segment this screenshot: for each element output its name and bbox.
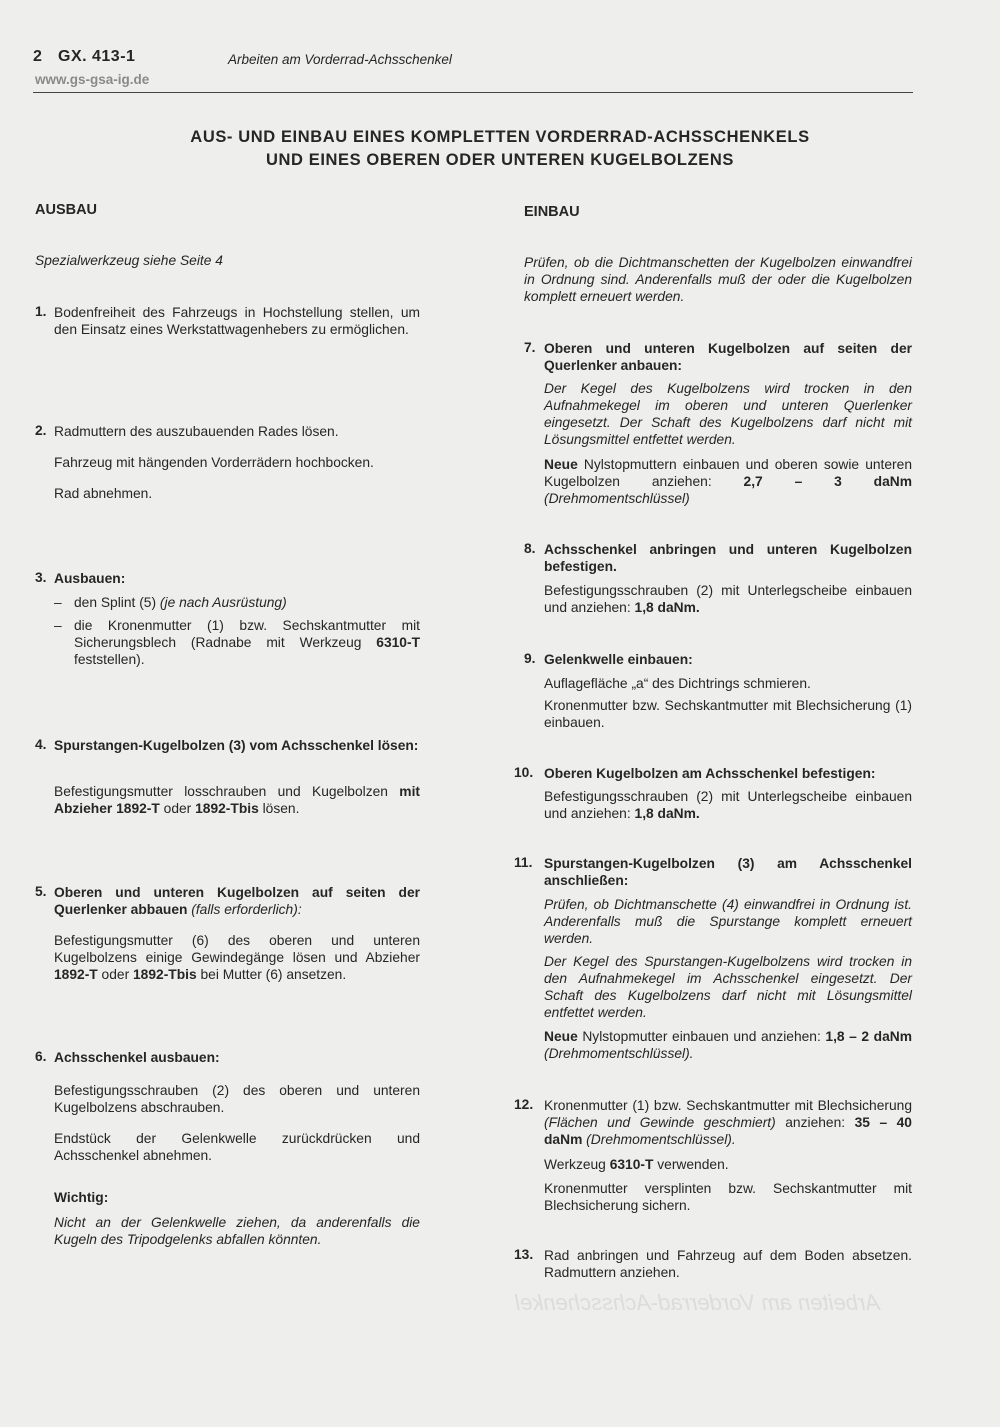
step-9-number: 9. (524, 651, 536, 666)
step-11-tool-note: (Drehmomentschlüssel). (544, 1046, 694, 1061)
step-12-para-2-b: verwenden. (653, 1157, 729, 1172)
step-7-text-a: Nylstopmuttern einbauen und oberen sowie unteren Kugelbolzen anziehen: (544, 457, 912, 489)
einbau-intro: Prüfen, ob die Dichtmanschetten der Kugelbolzen einwandfrei in Ordnung sind. Anderenfalls muß der oder die Kugelbolzen komplett erneuert werden. (524, 255, 912, 304)
step-13-number: 13. (514, 1247, 534, 1262)
step-4-tool-b: 1892-Tbis (195, 801, 259, 816)
step-5-heading-note: (falls erforderlich): (187, 902, 302, 917)
step-12-text-b: anziehen: (775, 1115, 855, 1130)
step-5-text-e: bei Mutter (6) ansetzen. (196, 967, 347, 982)
step-4-text-c: oder (159, 801, 196, 816)
bleed-through-text: Arbeiten am Vorderrad-Achsschenkel (515, 1290, 880, 1315)
step-3-bullet-1 (74, 594, 420, 611)
step-4-tool-a: mit Abzieher 1892-T (54, 784, 420, 816)
step-5-text-c: oder (97, 967, 133, 982)
step-11-torque: 1,8 – 2 daNm (825, 1029, 913, 1044)
tool-note: Spezialwerkzeug siehe Seite 4 (35, 253, 223, 268)
step-4-number: 4. (35, 737, 47, 752)
step-9-para-1: Auflagefläche „a“ des Dichtrings schmieren. (544, 676, 811, 691)
step-4-text-e: lösen. (258, 801, 300, 816)
page-title-line2: UND EINES OBEREN ODER UNTEREN KUGELBOLZENS (266, 151, 734, 169)
step-11-heading: Spurstangen-Kugelbolzen (3) am Achsschenkel anschließen: (544, 856, 912, 888)
step-6-para-1: Befestigungsschrauben (2) des oberen und unteren Kugelbolzens abschrauben. (54, 1083, 420, 1115)
step-3-bullet-1-text: den Splint (5) (74, 595, 160, 610)
step-9-para-2: Kronenmutter bzw. Sechskantmutter mit Blechsicherung (1) einbauen. (544, 698, 912, 730)
step-12-para-2 (544, 1156, 912, 1173)
step-12-tool: 6310-T (609, 1157, 654, 1172)
step-1-text: Bodenfreiheit des Fahrzeugs in Hochstellung stellen, um den Einsatz eines Werkstattwagenhebers zu ermöglichen. (54, 305, 420, 337)
step-5-text (54, 932, 420, 983)
step-6-para-2: Endstück der Gelenkwelle zurückdrücken und Achsschenkel abnehmen. (54, 1131, 420, 1163)
step-12-note: (Flächen und Gewinde geschmiert) (544, 1115, 776, 1130)
page-title-line1: AUS- UND EINBAU EINES KOMPLETTEN VORDERRAD-ACHSSCHENKELS (190, 128, 810, 146)
step-3-bullet-1-dash: – (54, 595, 62, 610)
important-note: Nicht an der Gelenkwelle ziehen, da anderenfalls die Kugeln des Tripodgelenks abfallen könnten. (54, 1215, 420, 1247)
step-7-torque: 2,7 – 3 daNm (743, 474, 913, 489)
step-3-heading: Ausbauen: (54, 571, 126, 586)
step-5-text-a: Befestigungsmutter (6) des oberen und unteren Kugelbolzens einige Gewindegänge lösen und Abzieher (54, 933, 420, 965)
step-10-text-a: Befestigungsschrauben (2) mit Unterlegscheibe einbauen und anziehen: (544, 789, 912, 821)
step-4-heading: Spurstangen-Kugelbolzen (3) vom Achsschenkel lösen: (54, 738, 419, 753)
step-12-torque: 35 – 40 daNm (544, 1115, 912, 1147)
step-2-text: Radmuttern des auszubauenden Rades lösen. (54, 424, 339, 439)
step-4-text-a: Befestigungsmutter losschrauben und Kugelbolzen (54, 784, 400, 799)
step-12-para-3: Kronenmutter versplinten bzw. Sechskantmutter mit Blechsicherung sichern. (544, 1181, 912, 1213)
step-11-text (544, 1028, 912, 1062)
step-11-neue: Neue (544, 1029, 578, 1044)
step-11-text-a: Nylstopmutter einbauen und anziehen: (577, 1029, 826, 1044)
step-11-note-2: Der Kegel des Spurstangen-Kugelbolzens wird trocken in den Aufnahmekegel im Achsschenkel eingesetzt. Der Schaft des Kugelbolzens darf nicht mit Lösungsmittel entfettet werden. (544, 954, 912, 1020)
ausbau-heading: AUSBAU (35, 202, 98, 218)
step-3-number: 3. (35, 570, 47, 585)
page-number: 2 (33, 48, 42, 65)
step-5-heading-text: Oberen und unteren Kugelbolzen auf seiten der Querlenker abbauen (54, 885, 420, 917)
step-5-tool-b: 1892-Tbis (133, 967, 197, 982)
step-9-heading: Gelenkwelle einbauen: (544, 652, 693, 667)
step-3-bullet-2-dash: – (54, 618, 62, 633)
step-3-bullet-1-note: (je nach Ausrüstung) (159, 595, 287, 610)
tool-6310t: 6310-T (376, 635, 420, 650)
document-code: GX. 413-1 (58, 48, 136, 65)
step-3-bullet-2-text-a: die Kronenmutter (1) bzw. Sechskantmutter mit Sicherungsblech (Radnabe mit Werkzeug (74, 618, 420, 650)
step-5-tool-a: 1892-T (54, 967, 98, 982)
step-12-tool-note: (Drehmomentschlüssel). (582, 1132, 736, 1147)
step-3-bullet-2-text-b: feststellen). (74, 652, 145, 667)
header-divider (33, 92, 913, 93)
step-8-text-a: Befestigungsschrauben (2) mit Unterlegscheibe einbauen und anziehen: (544, 583, 912, 615)
step-7-tool-note: (Drehmomentschlüssel) (544, 491, 690, 506)
step-7-number: 7. (524, 340, 536, 355)
step-12-text (544, 1097, 912, 1148)
step-13-text: Rad anbringen und Fahrzeug auf dem Boden absetzen. Radmuttern anziehen. (544, 1248, 912, 1280)
step-8-heading: Achsschenkel anbringen und unteren Kugelbolzen befestigen. (544, 542, 912, 574)
step-11-number: 11. (514, 855, 533, 870)
step-1-number: 1. (35, 304, 47, 319)
step-8-text (544, 582, 912, 616)
step-6-heading: Achsschenkel ausbauen: (54, 1050, 220, 1065)
section-title: Arbeiten am Vorderrad-Achsschenkel (228, 52, 452, 67)
step-12-para-2-a: Werkzeug (544, 1157, 610, 1172)
step-7-text (544, 456, 912, 507)
step-2-number: 2. (35, 423, 47, 438)
step-7-neue: Neue (544, 457, 578, 472)
step-8-torque: 1,8 daNm. (634, 600, 700, 615)
einbau-heading: EINBAU (524, 204, 580, 220)
step-7-heading: Oberen und unteren Kugelbolzen auf seiten der Querlenker anbauen: (544, 341, 912, 373)
step-2-para-3: Rad abnehmen. (54, 486, 153, 501)
step-11-note-1: Prüfen, ob Dichtmanschette (4) einwandfrei in Ordnung ist. Anderenfalls muß die Spurstange komplett erneuert werden. (544, 897, 912, 946)
step-5-heading (54, 884, 420, 918)
step-2-para-2: Fahrzeug mit hängenden Vorderrädern hochbocken. (54, 455, 374, 470)
step-10-heading: Oberen Kugelbolzen am Achsschenkel befestigen: (544, 766, 876, 781)
step-10-number: 10. (514, 765, 534, 780)
step-4-text (54, 783, 420, 817)
step-12-text-a: Kronenmutter (1) bzw. Sechskantmutter mit Blechsicherung (544, 1098, 912, 1113)
step-5-number: 5. (35, 884, 47, 899)
website-url: www.gs-gsa-ig.de (35, 72, 150, 87)
important-heading: Wichtig: (54, 1190, 109, 1205)
step-10-torque: 1,8 daNm. (634, 806, 700, 821)
step-8-number: 8. (524, 541, 536, 556)
step-6-number: 6. (35, 1049, 47, 1064)
step-10-text (544, 788, 912, 822)
step-12-number: 12. (514, 1097, 534, 1112)
step-3-bullet-2 (74, 617, 420, 668)
step-7-note: Der Kegel des Kugelbolzens wird trocken in den Aufnahmekegel im oberen und unteren Querlenker eingesetzt. Der Schaft des Kugelbolzens darf nicht mit Lösungsmittel entfettet werden. (544, 381, 912, 447)
